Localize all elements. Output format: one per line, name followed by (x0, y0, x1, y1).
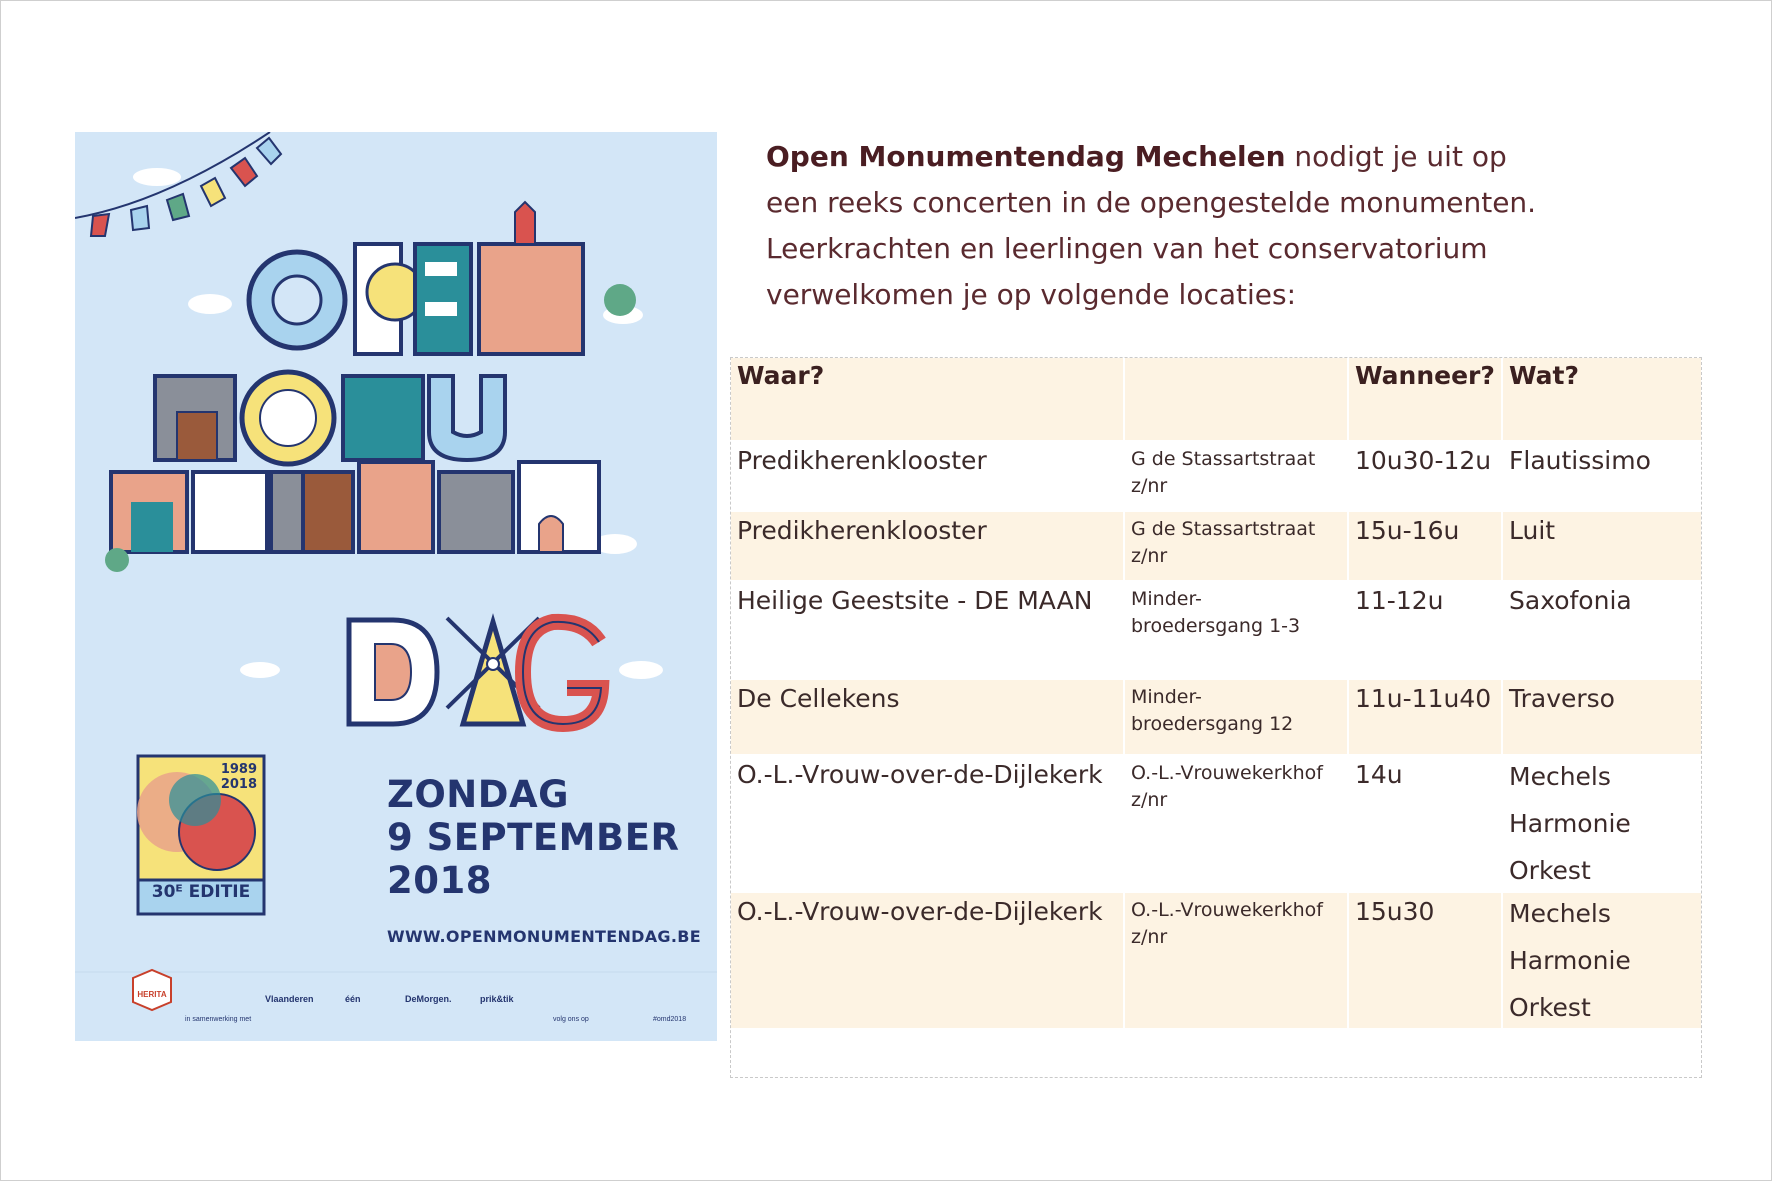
cell-when: 10u30-12u (1355, 446, 1492, 475)
intro-bold: Open Monumentendag Mechelen (766, 140, 1286, 173)
street-line-2: broedersgang 12 (1131, 713, 1294, 735)
what-line-1: Mechels (1509, 899, 1611, 928)
year-end: 2018 (220, 777, 257, 792)
cell-street (1125, 893, 1347, 1028)
street-line-2: z/nr (1131, 926, 1168, 948)
street-line-1: Minder- (1131, 588, 1202, 610)
intro-line-3: Leerkrachten en leerlingen van het conservatorium (766, 232, 1488, 265)
table-row (731, 680, 1701, 754)
table-header-row (731, 358, 1701, 440)
street-line-2: z/nr (1131, 789, 1168, 811)
cell-what (1503, 893, 1701, 1028)
street-line-2: z/nr (1131, 545, 1168, 567)
intro-line-4: verwelkomen je op volgende locaties: (766, 278, 1297, 311)
table-row (731, 893, 1701, 1028)
header-where: Waar? (731, 358, 1123, 440)
cell-street (1125, 512, 1347, 580)
what-line-1: Mechels (1509, 762, 1611, 791)
cell-when: 15u30 (1349, 893, 1501, 1028)
what-lines (1509, 753, 1695, 894)
cell-when: 14u (1355, 760, 1403, 789)
cell-when: 11-12u (1355, 586, 1444, 615)
what-line-3: Orkest (1509, 856, 1591, 885)
cell-where: Predikherenklooster (737, 446, 987, 475)
street-line-2: z/nr (1131, 475, 1168, 497)
street-line-1: O.-L.-Vrouwekerkhof (1131, 899, 1323, 921)
cell-where: O.-L.-Vrouw-over-de-Dijlekerk (731, 893, 1123, 1028)
cell-street (1125, 680, 1347, 754)
event-poster (75, 132, 717, 1041)
edition-years (215, 762, 257, 792)
street-line-1: G de Stassartstraat (1131, 448, 1316, 470)
cell-street (1125, 442, 1347, 510)
street-line-2: broedersgang 1-3 (1131, 615, 1301, 637)
cell-where: De Cellekens (731, 680, 1123, 754)
cell-street (1125, 582, 1347, 678)
table-row (731, 756, 1701, 891)
date-month: 9 SEPTEMBER (387, 816, 680, 859)
cell-when: 11u-11u40 (1349, 680, 1501, 754)
what-line-3: Orkest (1509, 993, 1591, 1022)
edition-label: 30ᴱ EDITIE (151, 882, 251, 902)
website-link[interactable]: WWW.OPENMONUMENTENDAG.BE (387, 927, 701, 946)
concert-schedule-table (730, 357, 1702, 1078)
partner-vlaanderen: Vlaanderen (265, 994, 314, 1004)
intro-line-2: een reeks concerten in de opengestelde monumenten. (766, 186, 1537, 219)
table-row (731, 512, 1701, 580)
what-line-2: Harmonie (1509, 809, 1631, 838)
intro-text (766, 134, 1666, 318)
header-what: Wat? (1503, 358, 1701, 440)
herita-logo: HERITA (137, 990, 167, 999)
partner-demorgen: DeMorgen. (405, 994, 452, 1004)
cell-where: Predikherenklooster (731, 512, 1123, 580)
collab-label: in samenwerking met (185, 1016, 252, 1023)
year-start: 1989 (220, 762, 257, 777)
table-row (731, 582, 1701, 678)
cell-what: Saxofonia (1509, 586, 1632, 615)
cell-when: 15u-16u (1349, 512, 1501, 580)
what-line-2: Harmonie (1509, 946, 1631, 975)
partner-een: één (345, 994, 361, 1004)
hashtag-label: #omd2018 (653, 1016, 687, 1023)
street-line-1: G de Stassartstraat (1131, 518, 1316, 540)
cell-what: Traverso (1503, 680, 1701, 754)
event-date (387, 773, 679, 902)
cell-what: Flautissimo (1509, 446, 1651, 475)
social-label: volg ons op (553, 1016, 589, 1023)
header-when: Wanneer? (1349, 358, 1501, 440)
street-line-1: O.-L.-Vrouwekerkhof (1131, 762, 1323, 784)
header-street (1125, 358, 1347, 440)
table-row (731, 442, 1701, 510)
date-day: ZONDAG (387, 773, 569, 816)
street-line-1: Minder- (1131, 686, 1202, 708)
cell-what: Luit (1503, 512, 1701, 580)
partner-priktik: prik&tik (480, 994, 514, 1004)
cell-where: O.-L.-Vrouw-over-de-Dijlekerk (737, 760, 1103, 789)
date-year: 2018 (387, 859, 492, 902)
cell-where: Heilige Geestsite - DE MAAN (737, 586, 1093, 615)
intro-line-1 (766, 134, 1666, 180)
intro-line1-rest: nodigt je uit op (1285, 140, 1507, 173)
what-lines (1509, 890, 1695, 1031)
cell-street (1125, 756, 1347, 891)
cell-what (1503, 756, 1701, 891)
